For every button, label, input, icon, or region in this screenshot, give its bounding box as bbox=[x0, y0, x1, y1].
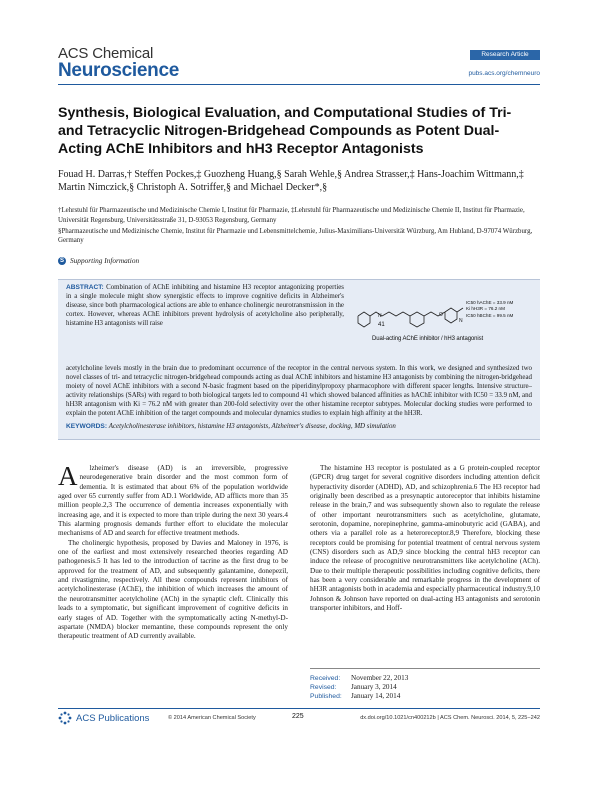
affiliation-1: †Lehrstuhl für Pharmazeutische und Medizinische Chemie I, Institut für Pharmazie, ‡Lehrstuhl für Pharmazeutische und Medizinische Chemie II, Institut für Pharmazie, Universität Regensburg, Universitätsstraße 31, D-93053 Regensburg, Germany bbox=[58, 207, 525, 224]
affiliations bbox=[58, 206, 540, 247]
copyright-notice: © 2014 American Chemical Society bbox=[168, 715, 256, 721]
drop-cap: A bbox=[58, 461, 78, 491]
keywords-label: KEYWORDS: bbox=[66, 423, 108, 430]
affiliation-2: §Pharmazeutische und Medizinische Chemie, Institut für Pharmazie und Lebensmittelchemie, Julius-Maximilians-Universität Würzburg, Am Hubland, D-97074 Würzburg, Germany bbox=[58, 227, 533, 244]
svg-text:O: O bbox=[439, 312, 443, 318]
publisher-name: ACS Publications bbox=[76, 712, 150, 724]
article-dates bbox=[310, 668, 540, 702]
compound-number: 41 bbox=[378, 322, 385, 328]
date-value: November 22, 2013 bbox=[351, 674, 409, 682]
journal-url-link[interactable]: pubs.acs.org/chemneuro bbox=[468, 70, 540, 77]
date-value: January 14, 2014 bbox=[351, 692, 401, 701]
keywords-text: Acetylcholinesterase inhibitors, histamine H3 antagonists, Alzheimer's disease, docking, MD simulation bbox=[108, 423, 396, 430]
supporting-info-label: Supporting Information bbox=[70, 256, 140, 265]
journal-logo[interactable] bbox=[58, 46, 179, 80]
date-label: Received: bbox=[310, 675, 341, 682]
journal-name-line1: ACS Chemical bbox=[58, 45, 154, 62]
date-value: January 3, 2014 bbox=[351, 683, 397, 692]
date-row-published bbox=[310, 692, 540, 701]
body-column-right bbox=[310, 464, 540, 614]
acs-publications-icon bbox=[58, 711, 72, 725]
date-label: Published: bbox=[310, 693, 342, 701]
date-row-revised bbox=[310, 683, 540, 692]
header-divider bbox=[58, 84, 540, 85]
body-paragraph: The cholinergic hypothesis, proposed by Davies and Maloney in 1976, is one of the earliest and most extensively researched theories regarding AD pathogenesis.5 It has led to the introduction of tacrine as the first drug to be approved for the treatment of AD, and subsequently galantamine, donepezil, and rivastigmine, respectively. All these compounds represent inhibitors of acetylcholinesterase (AChE), the inhibition of which increases the amount of the neurotransmitter acetylcholine (ACh) in the synaptic cleft. Clinically this leads to a symptomatic, but significant improvement of cognitive deficits in early stages of AD. Together with the symptomatically acting N-methyl-D-aspartate (NMDA) blocker memantine, these compounds represent the only therapeutic treatment of AD currently available. bbox=[58, 538, 288, 641]
body-paragraph bbox=[58, 461, 288, 539]
activity-value: IC50 hBChE = 99.5 nM bbox=[466, 312, 514, 318]
journal-name-line2: Neuroscience bbox=[58, 60, 180, 81]
paragraph-text: lzheimer's disease (AD) is an irreversible, progressive neurodegenerative brain disorder and the most common form of dementia. It is estimated that about 6% of the population worldwide aged over 65 currently suffer from AD.1 Worldwide, AD afflicts more than 35 million people.2,3 The occurrence of dementia increases exponentially with increasing age, and it is expected to more than triple during the next 30 years.4 This alarming prognosis demands further effort to elucidate the molecular mechanisms of AD and search for effective treatment methods. bbox=[58, 464, 288, 538]
toc-caption: Dual-acting AChE inhibitor / hH3 antagonist bbox=[372, 336, 484, 342]
activity-value: IC50 hAChE = 33.9 nM bbox=[466, 300, 514, 305]
footer-divider bbox=[58, 708, 540, 709]
svg-text:N: N bbox=[459, 318, 463, 324]
author-list: Fouad H. Darras,† Steffen Pockes,‡ Guozheng Huang,§ Sarah Wehle,§ Andrea Strasser,‡ Hans-Joachim Wittmann,‡ Martin Nimczick,§ Christoph A. Sotriffer,§ and Michael Decker*,§ bbox=[58, 169, 524, 193]
abstract-box bbox=[58, 279, 540, 440]
publisher-logo[interactable] bbox=[58, 711, 149, 725]
article-title: Synthesis, Biological Evaluation, and Computational Studies of Tri- and Tetracyclic Nitrogen-Bridgehead Compounds as Potent Dual-Acting AChE Inhibitors and hH3 Receptor Antagonists bbox=[58, 105, 512, 157]
date-row-received bbox=[310, 674, 540, 683]
activity-values bbox=[466, 300, 513, 319]
body-paragraph: The histamine H3 receptor is postulated as a G protein-coupled receptor (GPCR) drug target for several cognitive disorders including attention deficit hyperactivity disorder (ADHD), AD, and schizophrenia.6 The H3 receptor had originally been described as a presynaptic autoreceptor that inhibits histamine release in the brain,7 and was subsequently shown also to regulate the release of other important neurotransmitters such as acetylcholine, glutamate, serotonin, dopamine, norepinephrine, gamma-aminobutyric acid (GABA), and others via a parallel role as a heteroreceptor.8,9 Therefore, blocking these receptors could be promising for potential treatment of central nervous system (CNS) disorders such as AD,9 since blocking the central hH3 receptor can induce the release of procognitive neurotransmitters like acetylcholine (ACh). Due to their multiple therapeutic possibilities including cognitive deficits, there has been a very considerable and remarkable progress in the development of hH3R antagonists both in academia and especially pharmaceutical industry.9,10 Johnson & Johnson have reported on dual-acting H3 antagonists and serotonin transporter inhibitors, and Hoff- bbox=[310, 464, 540, 613]
body-column-left bbox=[58, 461, 288, 642]
keywords bbox=[66, 422, 532, 431]
activity-value: Ki hH3R = 76.2 nM bbox=[466, 306, 505, 312]
abstract-part1 bbox=[66, 284, 344, 329]
abstract-text-1: Combination of AChE inhibiting and histamine H3 receptor antagonizing properties in a single molecule might show synergistic effects to improve cognitive deficits in Alzheimer's disease, since both pharmacological actions are able to enhance cholinergic neurotransmission in the cortex. However, whereas AChE inhibitors prevent hydrolysis of acetylcholine also peripherally, histamine H3 antagonists will raise bbox=[66, 284, 344, 327]
toc-graphic bbox=[356, 290, 532, 360]
svg-text:N: N bbox=[378, 313, 382, 319]
supporting-information-link[interactable] bbox=[58, 256, 139, 265]
abstract-label: ABSTRACT: bbox=[66, 284, 104, 291]
article-type-badge: Research Article bbox=[470, 50, 540, 60]
page-number: 225 bbox=[292, 713, 304, 720]
supporting-info-icon: S bbox=[59, 257, 64, 264]
date-label: Revised: bbox=[310, 684, 337, 692]
abstract-part2: acetylcholine levels mostly in the brain due to predominant occurrence of the receptor in the central nervous system. In this work, we designed and synthesized two novel classes of tri- and tetracyclic nitrogen-bridgehead compounds acting as dual AChE inhibitors and histamine H3 antagonists by combining the nitrogen-bridgehead moiety of novel AChE inhibitors with a second N-basic fragment based on the piperidinylpropoxy pharmacophore with different spacer lengths. Intensive structure–activity relationships (SARs) with regard to both biological targets led to compound 41 which showed balanced affinities as hAChE inhibitor with IC50 = 33.9 nM, and hH3R antagonism with Ki = 76.2 nM with greater than 200-fold selectivity over the other histamine receptor subtypes. Molecular docking studies were performed to explain the potent AChE inhibition of the target compounds and molecular dynamics studies to explain high affinity at the hH3R. bbox=[66, 365, 532, 417]
doi-citation[interactable]: dx.doi.org/10.1021/cn400212b | ACS Chem. Neurosci. 2014, 5, 225−242 bbox=[360, 715, 540, 721]
